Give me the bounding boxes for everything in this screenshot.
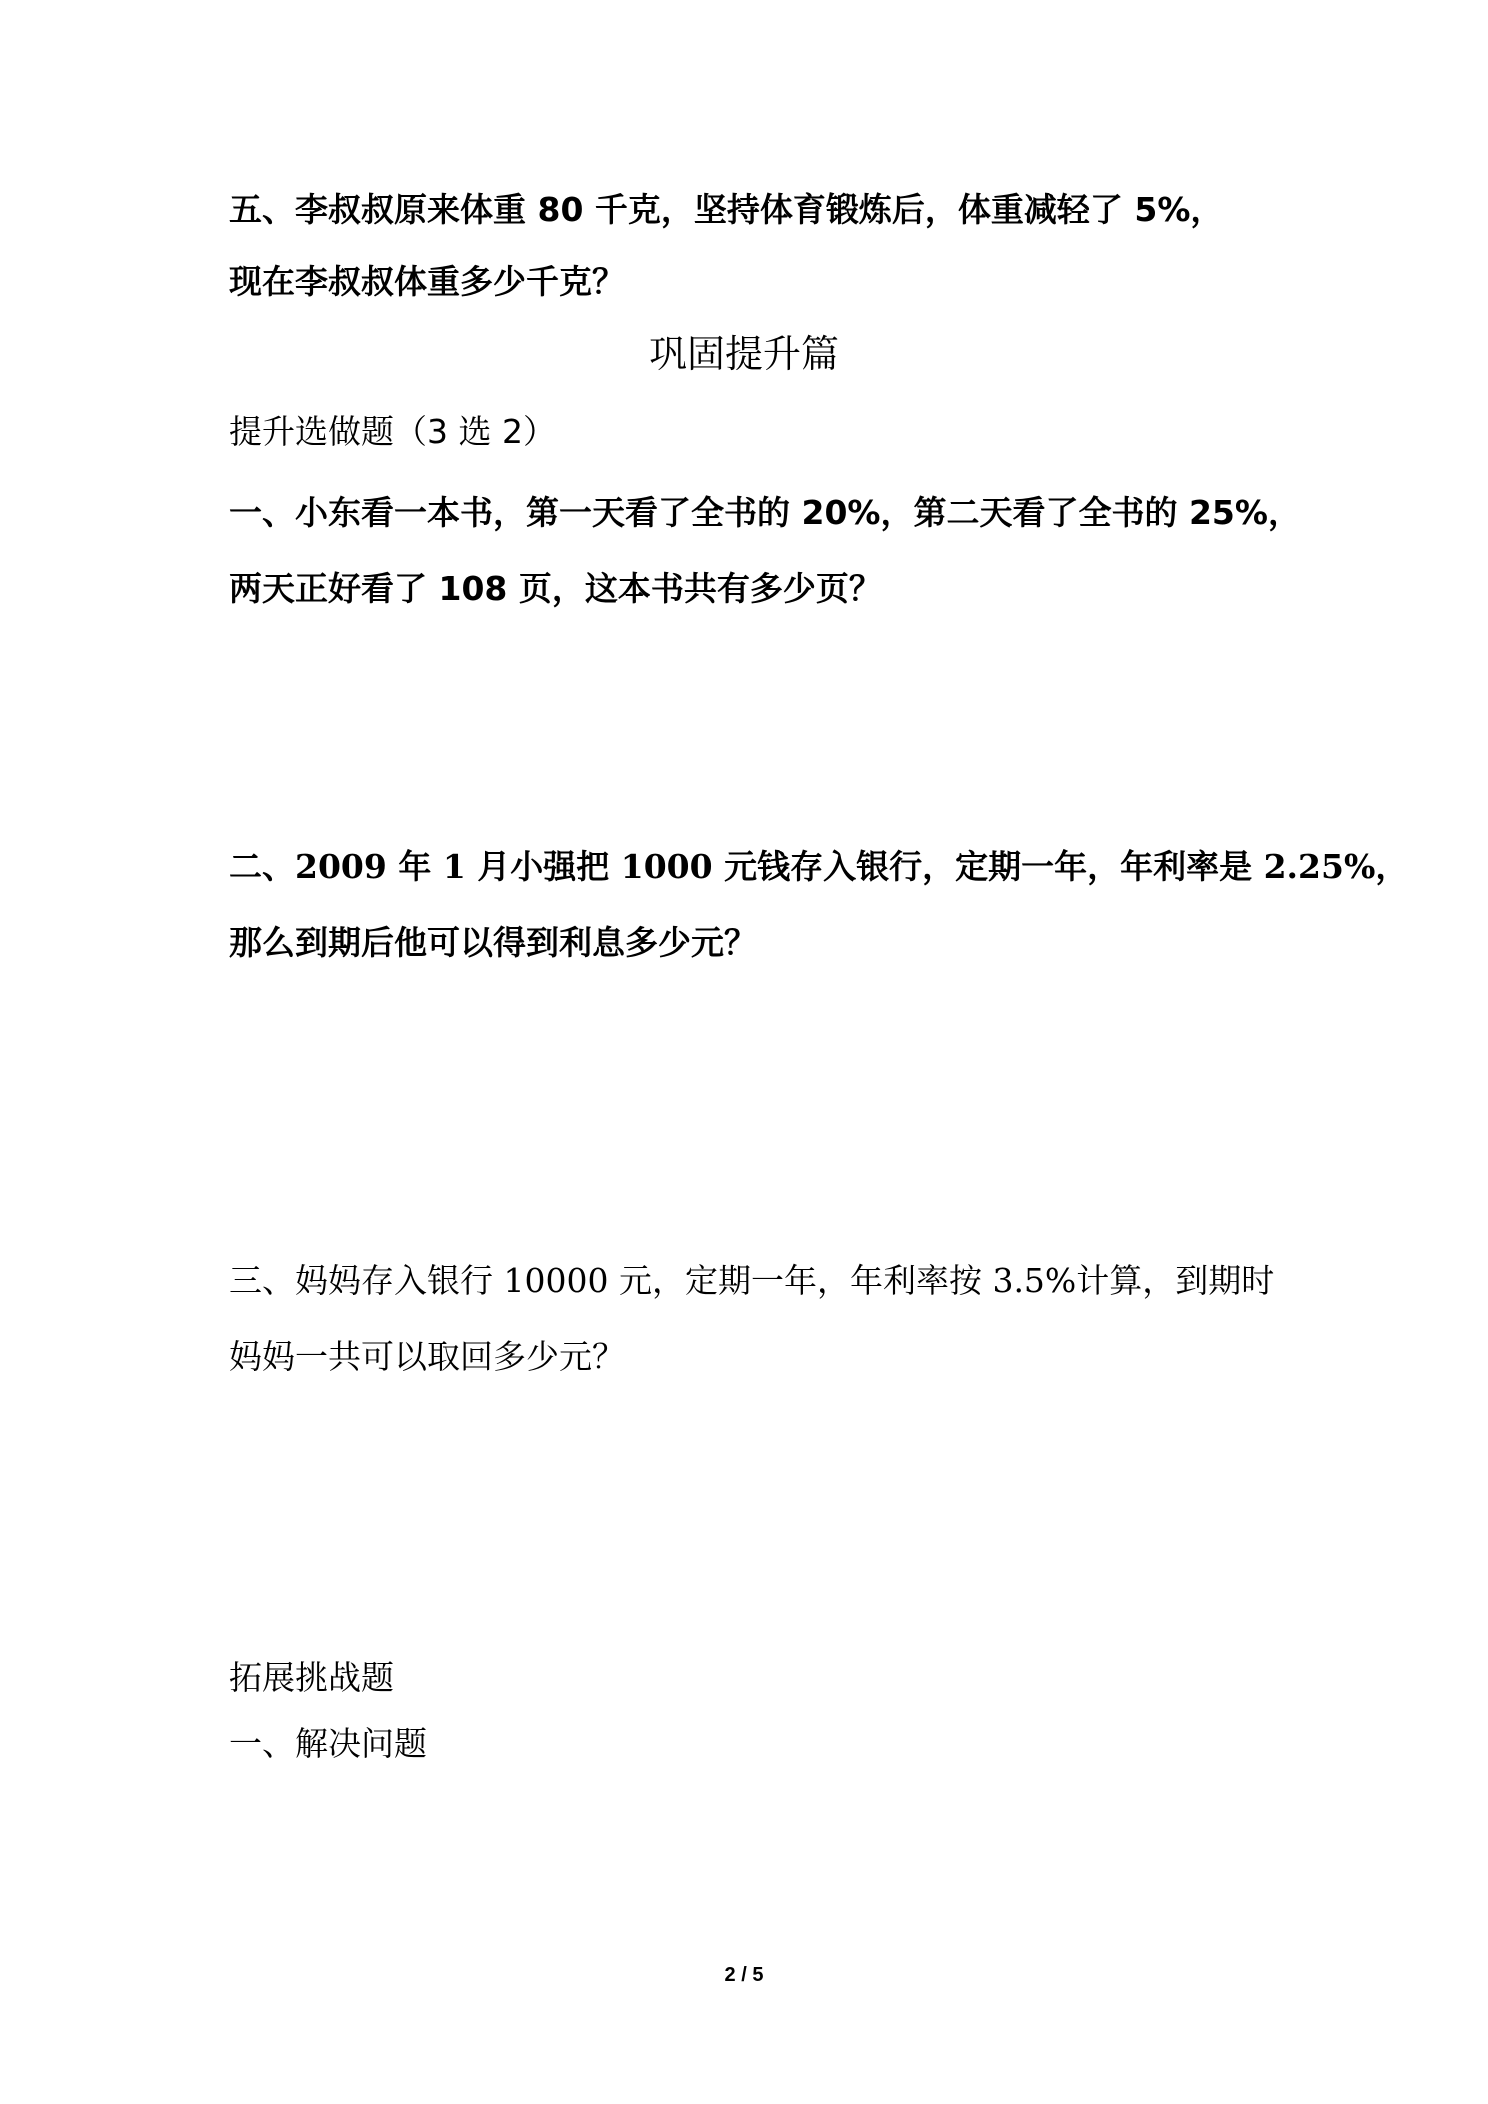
optional-question-3-line-1: 三、妈妈存入银行 10000 元，定期一年，年利率按 3.5%计算，到期时	[229, 1261, 1275, 1300]
challenge-title: 拓展挑战题	[229, 1658, 394, 1697]
optional-question-3-line-2: 妈妈一共可以取回多少元？	[229, 1337, 625, 1376]
page-number: 2 / 5	[724, 1964, 764, 1986]
section-title: 巩固提升篇	[648, 332, 839, 376]
optional-question-1-line-1: 一、小东看一本书，第一天看了全书的 20%，第二天看了全书的 25%，	[229, 493, 1301, 532]
optional-question-2-line-1: 二、2009 年 1 月小强把 1000 元钱存入银行，定期一年，年利率是 2.25%，	[229, 847, 1409, 886]
optional-question-2-line-2: 那么到期后他可以得到利息多少元？	[229, 923, 757, 962]
optional-question-1-line-2: 两天正好看了 108 页，这本书共有多少页？	[229, 569, 882, 608]
challenge-item-1: 一、解决问题	[229, 1724, 427, 1763]
question-5-line-1: 五、李叔叔原来体重 80 千克，坚持体育锻炼后，体重减轻了 5%，	[229, 190, 1224, 229]
question-5-line-2: 现在李叔叔体重多少千克？	[229, 262, 625, 301]
section-subtitle: 提升选做题（3 选 2）	[229, 412, 556, 451]
